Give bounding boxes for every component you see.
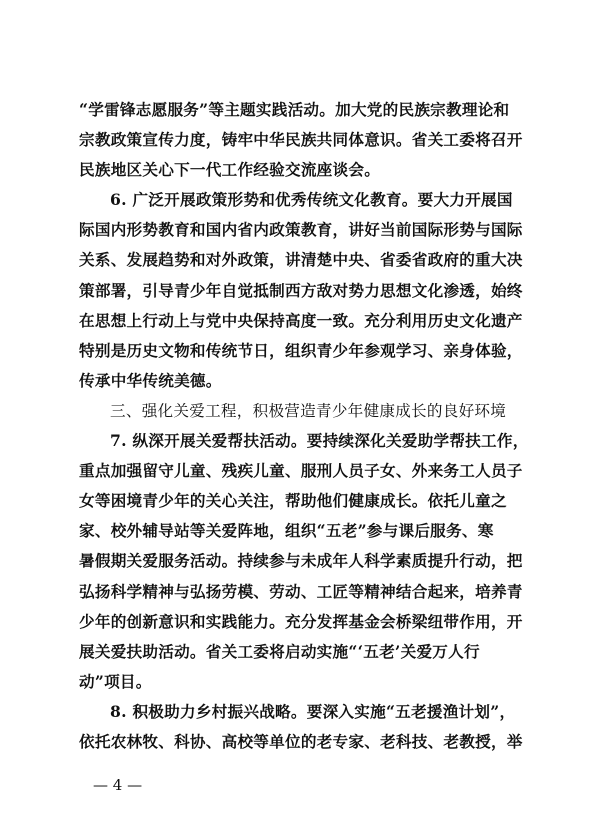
text-line: 重点加强留守儿童、残疾儿童、服刑人员子女、外来务工人员子 — [79, 461, 523, 481]
text-line: 女等困境青少年的关心关注，帮助他们健康成长。依托儿童之 — [79, 491, 507, 511]
text-line: 暑假期关爱服务活动。持续参与未成年人科学素质提升行动，把 — [79, 551, 523, 571]
text-line: 际国内形势教育和国内省内政策教育，讲好当前国际形势与国际 — [79, 220, 523, 240]
text-line: 少年的创新意识和实践能力。充分发挥基金会桥梁纽带作用，开 — [79, 611, 523, 631]
text-line: 依托农林牧、科协、高校等单位的老专家、老科技、老教授，举 — [79, 731, 523, 751]
text-line: “学雷锋志愿服务”等主题实践活动。加大党的民族宗教理论和 — [79, 100, 510, 119]
text-line: 关系、发展趋势和对外政策，讲清楚中央、省委省政府的重大决 — [79, 250, 523, 270]
text-line: 传承中华传统美德。 — [79, 370, 222, 390]
section-7-heading: 7. 纵深开展关爱帮扶活动。要持续深化关爱助学帮扶工作， — [110, 431, 529, 451]
text-line: 策部署，引导青少年自觉抵制西方敌对势力思想文化渗透，始终 — [79, 280, 523, 300]
body-text — [79, 95, 529, 757]
text-line: 特别是历史文物和传统节日，组织青少年参观学习、亲身体验， — [79, 340, 523, 360]
text-line: 在思想上行动上与党中央保持高度一致。充分利用历史文化遗产 — [79, 310, 523, 330]
part-3-heading: 三、强化关爱工程，积极营造青少年健康成长的良好环境 — [110, 401, 507, 420]
text-line: 家、校外辅导站等关爱阵地，组织“五老”参与课后服务、寒 — [79, 521, 494, 541]
text-line: 展关爱扶助活动。省关工委将启动实施“‘五老’关爱万人行 — [79, 641, 480, 661]
text-line: 民族地区关心下一代工作经验交流座谈会。 — [79, 160, 381, 180]
section-6-heading: 6. 广泛开展政策形势和优秀传统文化教育。要大力开展国 — [110, 190, 513, 210]
section-8-heading: 8. 积极助力乡村振兴战略。要深入实施“五老援渔计划”， — [110, 701, 516, 721]
text-line: 动”项目。 — [79, 671, 152, 691]
page-number: — 4 — — [93, 776, 143, 794]
text-line: 弘扬科学精神与弘扬劳模、劳动、工匠等精神结合起来，培养青 — [79, 581, 523, 601]
text-line: 宗教政策宣传力度，铸牢中华民族共同体意识。省关工委将召开 — [79, 130, 523, 150]
